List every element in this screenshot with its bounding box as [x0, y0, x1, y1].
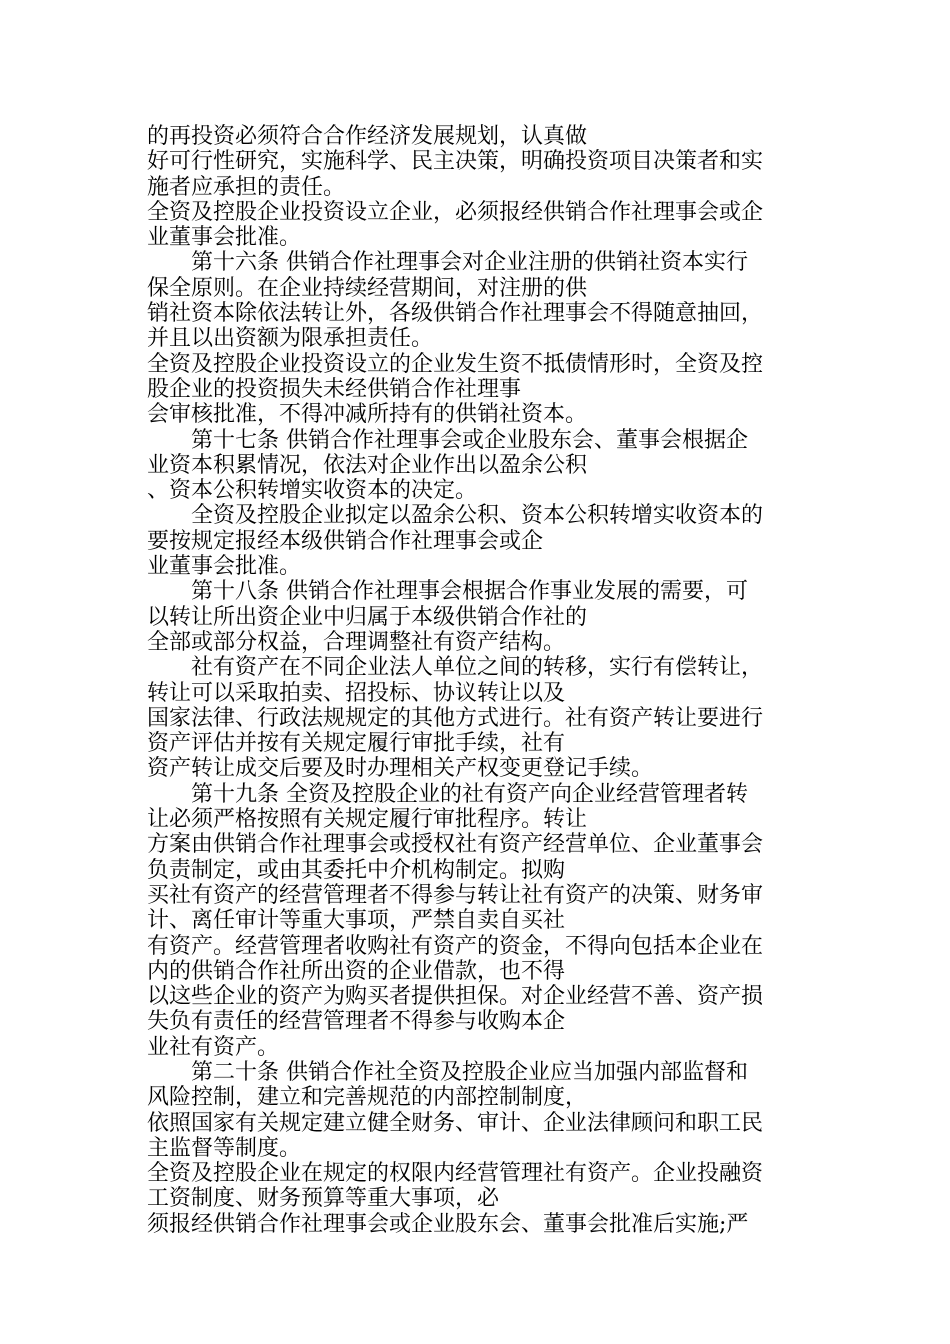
text-line: 会审核批准，不得冲减所持有的供销社资本。 [147, 402, 588, 428]
text-line: 的再投资必须符合合作经济发展规划，认真做 [147, 124, 588, 149]
document-body [147, 124, 812, 1237]
text-line: 工资制度、财务预算等重大事项，必 [147, 1186, 500, 1212]
text-line: 全部或部分权益，合理调整社有资产结构。 [147, 629, 566, 655]
text-line: 第十六条 供销合作社理事会对企业注册的供销社资本实行 [191, 250, 748, 276]
text-line: 业社有资产。 [147, 1034, 280, 1060]
text-line: 业资本积累情况，依法对企业作出以盈余公积 [147, 452, 588, 478]
text-line: 第二十条 供销合作社全资及控股企业应当加强内部监督和 [191, 1059, 748, 1085]
text-line: 保全原则。在企业持续经营期间，对注册的供 [147, 275, 588, 301]
text-line: 第十九条 全资及控股企业的社有资产向企业经营管理者转 [191, 781, 748, 807]
text-line: 主监督等制度。 [147, 1135, 302, 1161]
text-line: 以转让所出资企业中归属于本级供销合作社的 [147, 604, 588, 630]
text-line: 、资本公积转增实收资本的决定。 [147, 478, 478, 504]
text-line: 施者应承担的责任。 [147, 174, 346, 200]
text-line: 第十七条 供销合作社理事会或企业股东会、董事会根据企 [191, 427, 748, 453]
text-line: 负责制定，或由其委托中介机构制定。拟购 [147, 857, 566, 883]
text-line: 风险控制，建立和完善规范的内部控制制度， [147, 1085, 588, 1111]
text-line: 须报经供销合作社理事会或企业股东会、董事会批准后实施;严 [147, 1211, 749, 1237]
text-line: 依照国家有关规定建立健全财务、审计、企业法律顾问和职工民 [147, 1110, 764, 1136]
text-line: 销社资本除依法转让外，各级供销合作社理事会不得随意抽回， [147, 301, 764, 327]
text-line: 方案由供销合作社理事会或授权社有资产经营单位、企业董事会 [147, 832, 764, 858]
text-line: 转让可以采取拍卖、招投标、协议转让以及 [147, 680, 566, 706]
text-line: 社有资产在不同企业法人单位之间的转移，实行有偿转让， [191, 655, 764, 681]
text-line: 买社有资产的经营管理者不得参与转让社有资产的决策、财务审 [147, 882, 764, 908]
text-line: 全资及控股企业拟定以盈余公积、资本公积转增实收资本的 [191, 503, 764, 529]
text-line: 全资及控股企业投资设立的企业发生资不抵债情形时，全资及控 [147, 351, 764, 377]
text-line: 股企业的投资损失未经供销合作社理事 [147, 376, 522, 402]
text-line: 失负有责任的经营管理者不得参与收购本企 [147, 1009, 566, 1035]
text-line: 有资产。经营管理者收购社有资产的资金，不得向包括本企业在 [147, 933, 764, 959]
text-line: 并且以出资额为限承担责任。 [147, 326, 434, 352]
text-line: 全资及控股企业在规定的权限内经营管理社有资产。企业投融资 [147, 1161, 764, 1187]
text-line: 国家法律、行政法规规定的其他方式进行。社有资产转让要进行 [147, 705, 764, 731]
text-line: 让必须严格按照有关规定履行审批程序。转让 [147, 807, 588, 833]
text-line: 资产转让成交后要及时办理相关产权变更登记手续。 [147, 756, 654, 782]
text-line: 以这些企业的资产为购买者提供担保。对企业经营不善、资产损 [147, 984, 764, 1010]
text-line: 第十八条 供销合作社理事会根据合作事业发展的需要，可 [191, 579, 748, 605]
text-line: 计、离任审计等重大事项，严禁自卖自买社 [147, 908, 566, 934]
text-line: 内的供销合作社所出资的企业借款，也不得 [147, 958, 566, 984]
text-line: 好可行性研究，实施科学、民主决策，明确投资项目决策者和实 [147, 149, 764, 175]
text-line: 资产评估并按有关规定履行审批手续，社有 [147, 731, 566, 757]
text-line: 业董事会批准。 [147, 225, 302, 251]
text-line: 业董事会批准。 [147, 554, 302, 580]
text-line: 要按规定报经本级供销合作社理事会或企 [147, 528, 544, 554]
text-line: 全资及控股企业投资设立企业，必须报经供销合作社理事会或企 [147, 199, 764, 225]
